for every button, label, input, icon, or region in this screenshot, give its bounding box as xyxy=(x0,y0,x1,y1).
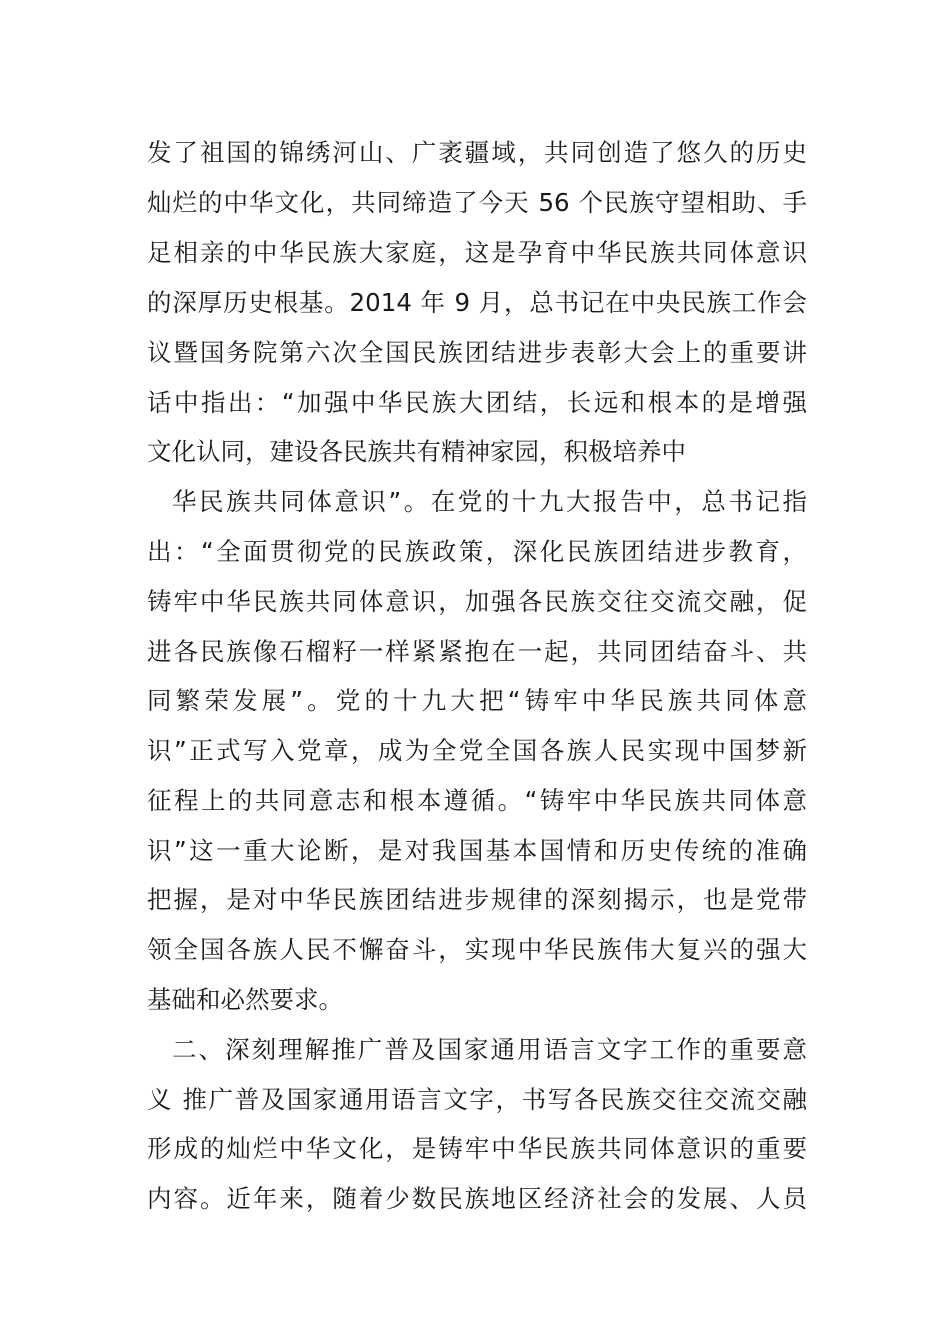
text-line: 义 推广普及国家通用语言文字，书写各民族交往交流交融 xyxy=(147,1085,807,1114)
text-line: 足相亲的中华民族大家庭，这是孕育中华民族共同体意识 xyxy=(147,238,807,267)
text-line: 议暨国务院第六次全国民族团结进步表彰大会上的重要讲 xyxy=(147,338,807,367)
text-line: 话中指出：“加强中华民族大团结，长远和根本的是增强 xyxy=(147,388,807,417)
text-line: 文化认同，建设各民族共有精神家园，积极培养中 xyxy=(147,437,686,466)
text-line: 内容。近年来，随着少数民族地区经济社会的发展、人员 xyxy=(147,1184,807,1213)
text-line: 形成的灿烂中华文化，是铸牢中华民族共同体意识的重要 xyxy=(147,1134,807,1163)
text-line: 华民族共同体意识”。在党的十九大报告中，总书记指 xyxy=(172,487,807,516)
text-line: 的深厚历史根基。2014 年 9 月，总书记在中央民族工作会 xyxy=(147,288,807,317)
text-line: 灿烂的中华文化，共同缔造了今天 56 个民族守望相助、手 xyxy=(147,188,807,217)
text-line: 进各民族像石榴籽一样紧紧抱在一起，共同团结奋斗、共 xyxy=(147,637,807,666)
text-line: 把握，是对中华民族团结进步规律的深刻揭示，也是党带 xyxy=(147,885,807,914)
text-line: 铸牢中华民族共同体意识，加强各民族交往交流交融，促 xyxy=(147,587,807,616)
text-line: 征程上的共同意志和根本遵循。“铸牢中华民族共同体意 xyxy=(147,786,807,815)
text-line: 领全国各族人民不懈奋斗，实现中华民族伟大复兴的强大 xyxy=(147,935,807,964)
text-line: 识”这一重大论断，是对我国基本国情和历史传统的准确 xyxy=(147,836,807,865)
text-line: 出：“全面贯彻党的民族政策，深化民族团结进步教育， xyxy=(147,537,807,566)
section-heading: 二、深刻理解推广普及国家通用语言文字工作的重要意 xyxy=(172,1035,807,1064)
text-line: 发了祖国的锦绣河山、广袤疆域，共同创造了悠久的历史 xyxy=(147,138,807,167)
text-line: 基础和必然要求。 xyxy=(147,985,343,1014)
text-line: 同繁荣发展”。党的十九大把“铸牢中华民族共同体意 xyxy=(147,686,807,715)
text-line: 识”正式写入党章，成为全党全国各族人民实现中国梦新 xyxy=(147,736,807,765)
